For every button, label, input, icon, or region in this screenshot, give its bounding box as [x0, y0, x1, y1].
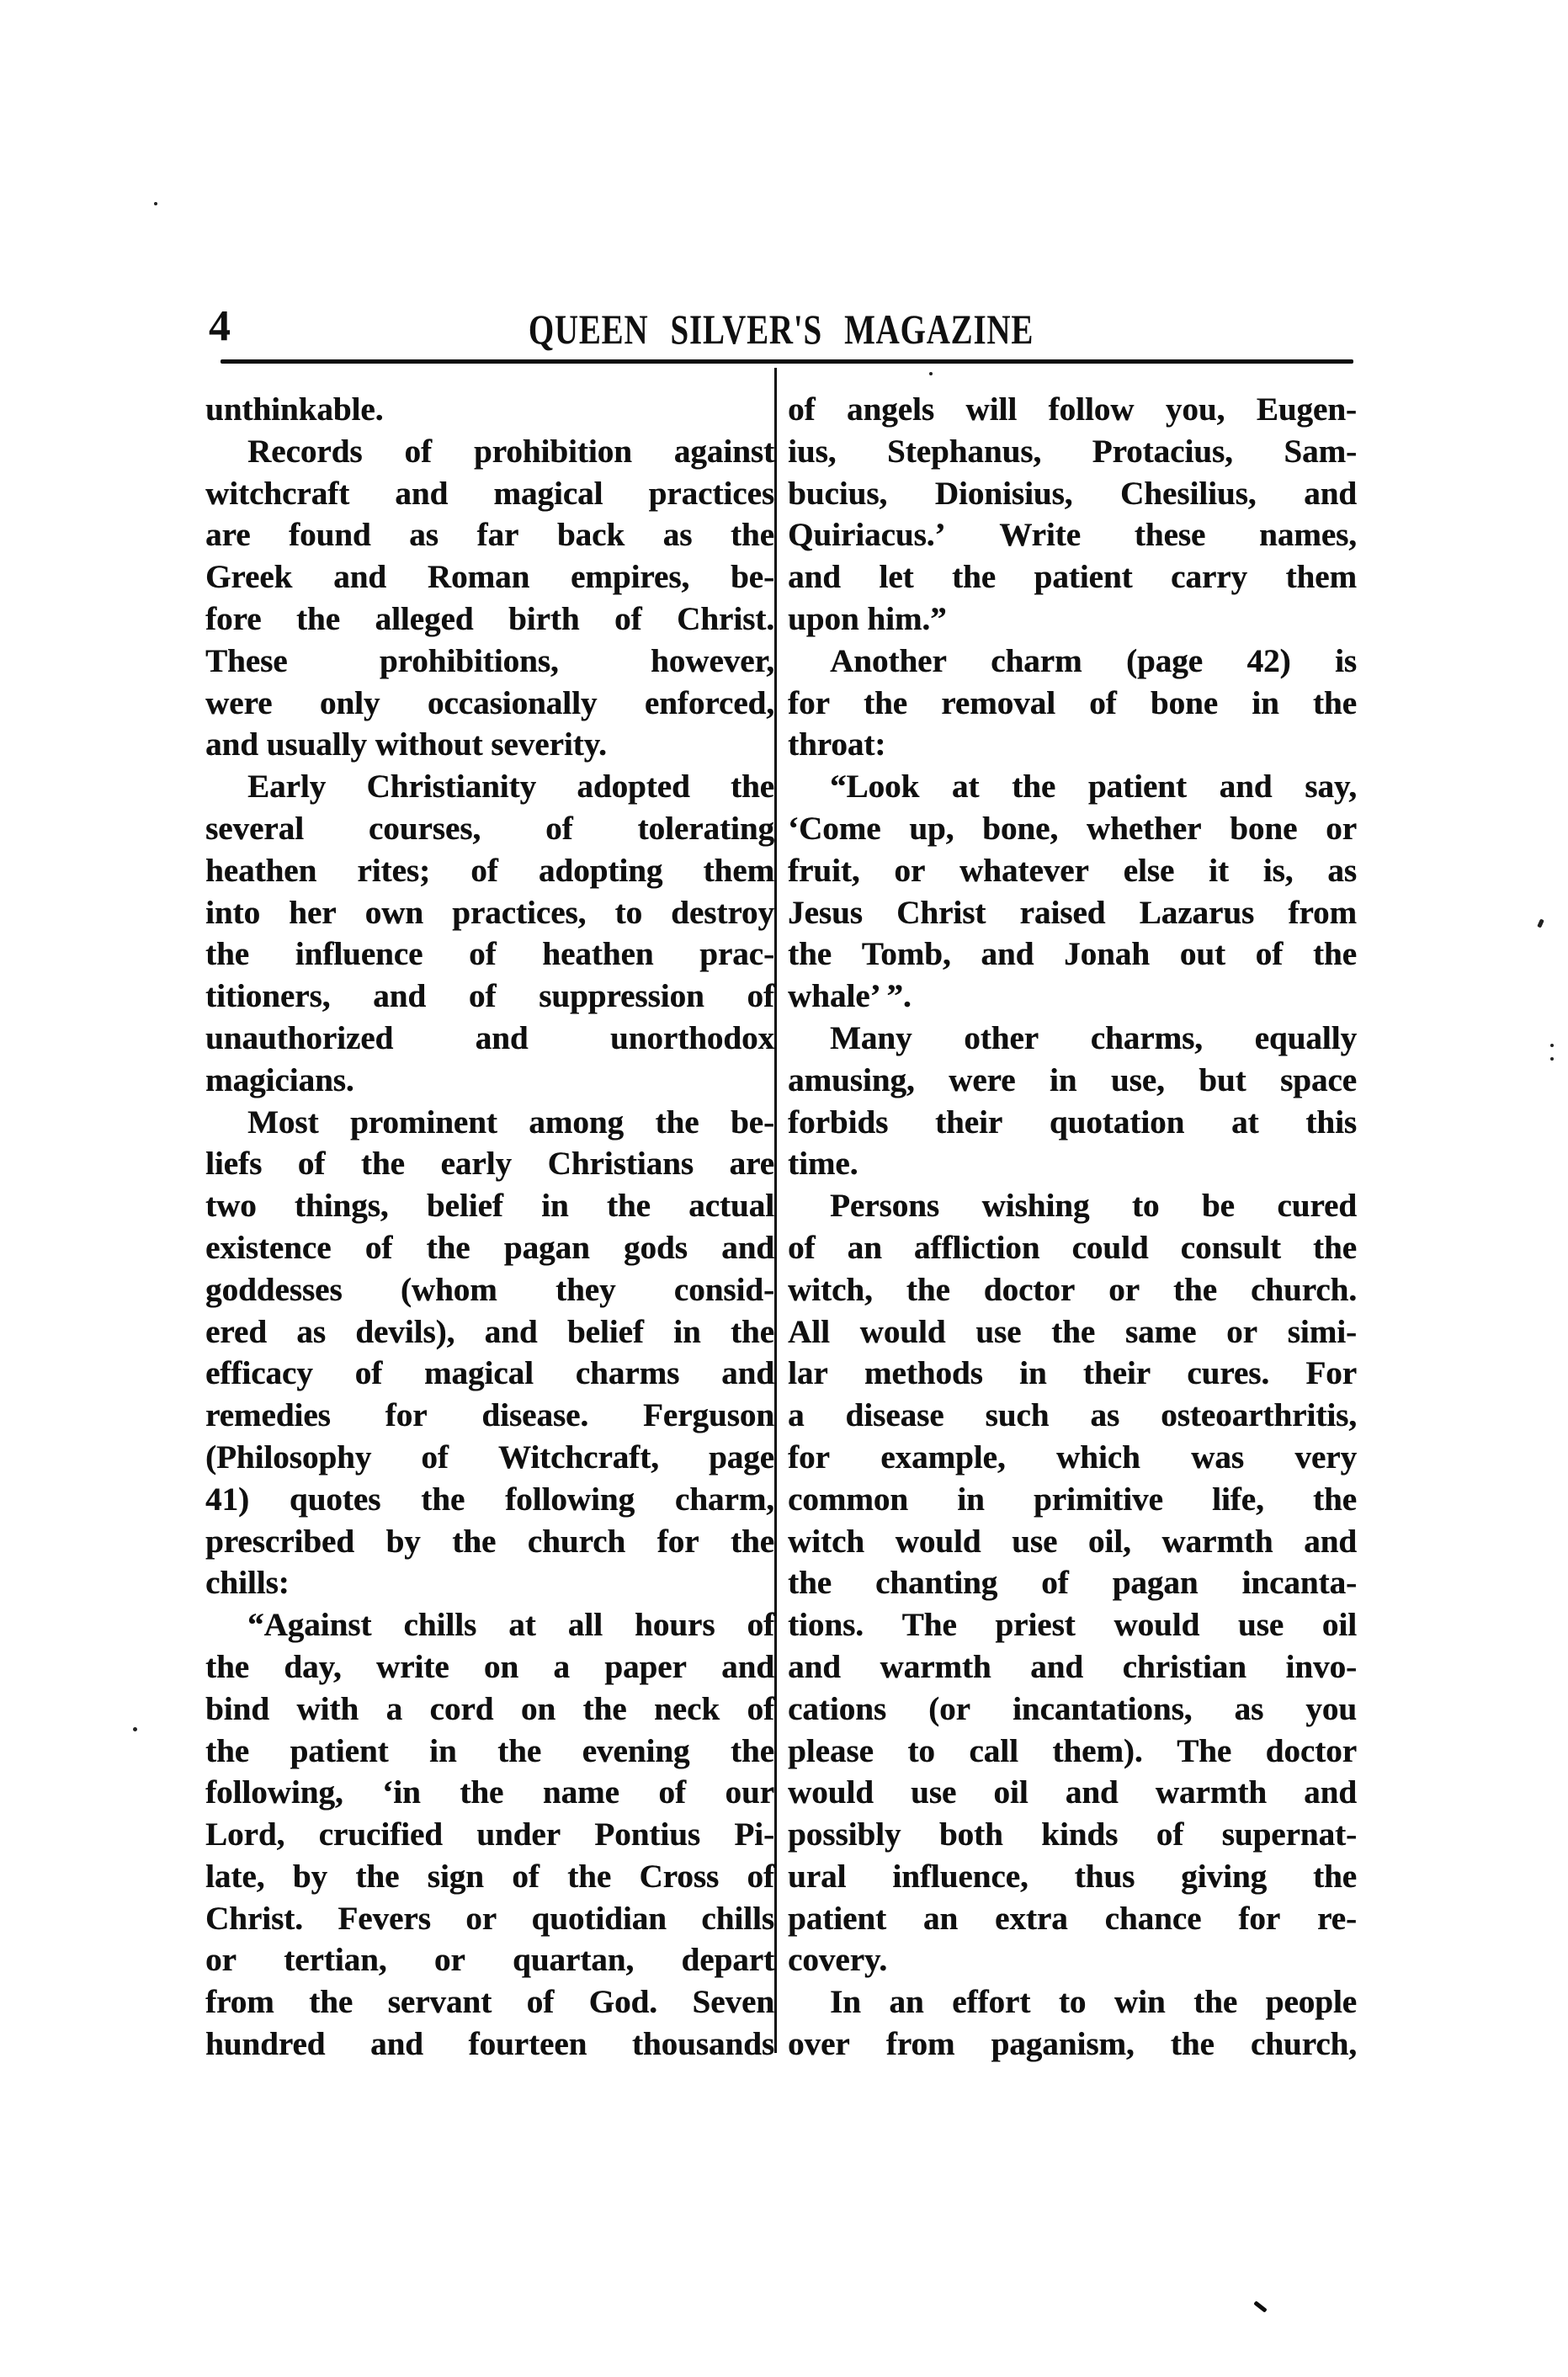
text-line: or tertian, or quartan, depart	[205, 1942, 774, 1979]
text-line: (Philosophy of Witchcraft, page	[205, 1438, 774, 1476]
text-line: would use oil and warmth and	[788, 1774, 1357, 1811]
text-line: lar methods in their cures. For	[788, 1355, 1357, 1392]
page-number: 4	[209, 302, 231, 350]
right-column	[788, 389, 1357, 2066]
text-line: were only occasionally enforced,	[205, 684, 774, 721]
text-line: 41) quotes the following charm,	[205, 1481, 774, 1518]
header-rule	[221, 359, 1353, 364]
ink-speck	[1550, 1057, 1554, 1061]
text-line: All would use the same or simi-	[788, 1313, 1357, 1350]
text-line: two things, belief in the actual	[205, 1188, 774, 1225]
text-line: patient an extra chance for re-	[788, 1900, 1357, 1937]
text-line: the day, write on a paper and	[205, 1648, 774, 1685]
text-line: unauthorized and unorthodox	[205, 1019, 774, 1056]
text-line: witch would use oil, warmth and	[788, 1523, 1357, 1560]
text-line: magicians.	[205, 1061, 354, 1098]
text-line: please to call them). The doctor	[788, 1732, 1357, 1769]
text-line: bind with a cord on the neck of	[205, 1690, 774, 1727]
text-line: following, ‘in the name of our	[205, 1774, 774, 1811]
text-line: Christ. Fevers or quotidian chills	[205, 1900, 774, 1937]
text-line: ius, Stephanus, Protacius, Sam-	[788, 433, 1357, 470]
ink-speck	[1550, 1044, 1554, 1047]
text-line: upon him.”	[788, 600, 947, 637]
text-line: fruit, or whatever else it is, as	[788, 852, 1357, 889]
text-line: from the servant of God. Seven	[205, 1984, 774, 2021]
text-line: ered as devils), and belief in the	[205, 1313, 774, 1350]
text-line: unthinkable.	[205, 391, 384, 428]
text-line: witch, the doctor or the church.	[788, 1271, 1357, 1308]
text-line: throat:	[788, 726, 886, 763]
text-line: the influence of heathen prac-	[205, 936, 774, 973]
text-line: witchcraft and magical practices	[205, 475, 774, 512]
text-line: chills:	[205, 1565, 290, 1602]
text-line: the patient in the evening the	[205, 1732, 774, 1769]
text-line: possibly both kinds of supernat-	[788, 1816, 1357, 1853]
left-column	[205, 389, 774, 2066]
text-line: for the removal of bone in the	[788, 684, 1357, 721]
text-line: “Look at the patient and say,	[830, 768, 1357, 806]
text-line: for example, which was very	[788, 1438, 1357, 1476]
text-line: over from paganism, the church,	[788, 2026, 1357, 2063]
ink-stroke	[1253, 2300, 1267, 2312]
text-line: “Against chills at all hours of	[247, 1607, 774, 1644]
text-line: goddesses (whom they consid-	[205, 1271, 774, 1308]
page-title: QUEEN SILVER'S MAGAZINE	[528, 306, 1034, 353]
text-line: Most prominent among the be-	[247, 1103, 774, 1141]
text-line: of an affliction could consult the	[788, 1229, 1357, 1266]
text-line: and warmth and christian invo-	[788, 1648, 1357, 1685]
text-line: the chanting of pagan incanta-	[788, 1565, 1357, 1602]
text-line: whale’ ”.	[788, 978, 912, 1015]
text-line: several courses, of tolerating	[205, 810, 774, 847]
text-line: a disease such as osteoarthritis,	[788, 1397, 1357, 1434]
text-line: Many other charms, equally	[830, 1019, 1357, 1056]
ink-speck	[133, 1727, 137, 1731]
text-line: In an effort to win the people	[830, 1984, 1357, 2021]
text-line: are found as far back as the	[205, 517, 774, 554]
text-line: Another charm (page 42) is	[830, 642, 1357, 679]
text-line: liefs of the early Christians are	[205, 1146, 774, 1183]
text-line: prescribed by the church for the	[205, 1523, 774, 1560]
ink-speck	[929, 372, 933, 375]
text-line: time.	[788, 1146, 858, 1183]
text-line: ‘Come up, bone, whether bone or	[788, 810, 1357, 847]
text-line: and usually without severity.	[205, 726, 607, 763]
text-line: Quiriacus.’ Write these names,	[788, 517, 1357, 554]
text-line: Early Christianity adopted the	[247, 768, 774, 806]
text-line: Persons wishing to be cured	[830, 1188, 1357, 1225]
text-line: forbids their quotation at this	[788, 1103, 1357, 1141]
text-line: heathen rites; of adopting them	[205, 852, 774, 889]
text-line: efficacy of magical charms and	[205, 1355, 774, 1392]
text-line: Lord, crucified under Pontius Pi-	[205, 1816, 774, 1853]
text-line: late, by the sign of the Cross of	[205, 1858, 774, 1895]
text-line: ural influence, thus giving the	[788, 1858, 1357, 1895]
text-line: common in primitive life, the	[788, 1481, 1357, 1518]
ink-speck	[154, 202, 157, 205]
column-divider	[774, 368, 777, 2053]
text-line: the Tomb, and Jonah out of the	[788, 936, 1357, 973]
text-line: amusing, were in use, but space	[788, 1061, 1357, 1098]
text-line: of angels will follow you, Eugen-	[788, 391, 1357, 428]
ink-speck	[1537, 918, 1544, 928]
text-line: covery.	[788, 1942, 888, 1979]
text-line: bucius, Dionisius, Chesilius, and	[788, 475, 1357, 512]
text-line: titioners, and of suppression of	[205, 978, 774, 1015]
text-line: fore the alleged birth of Christ.	[205, 600, 774, 637]
text-line: remedies for disease. Ferguson	[205, 1397, 774, 1434]
text-line: Records of prohibition against	[247, 433, 774, 470]
text-line: Greek and Roman empires, be-	[205, 559, 774, 596]
text-line: tions. The priest would use oil	[788, 1607, 1357, 1644]
text-line: Jesus Christ raised Lazarus from	[788, 894, 1357, 931]
text-line: These prohibitions, however,	[205, 642, 774, 679]
text-line: cations (or incantations, as you	[788, 1690, 1357, 1727]
text-line: into her own practices, to destroy	[205, 894, 774, 931]
text-line: hundred and fourteen thousands	[205, 2026, 774, 2063]
text-line: existence of the pagan gods and	[205, 1229, 774, 1266]
text-line: and let the patient carry them	[788, 559, 1357, 596]
